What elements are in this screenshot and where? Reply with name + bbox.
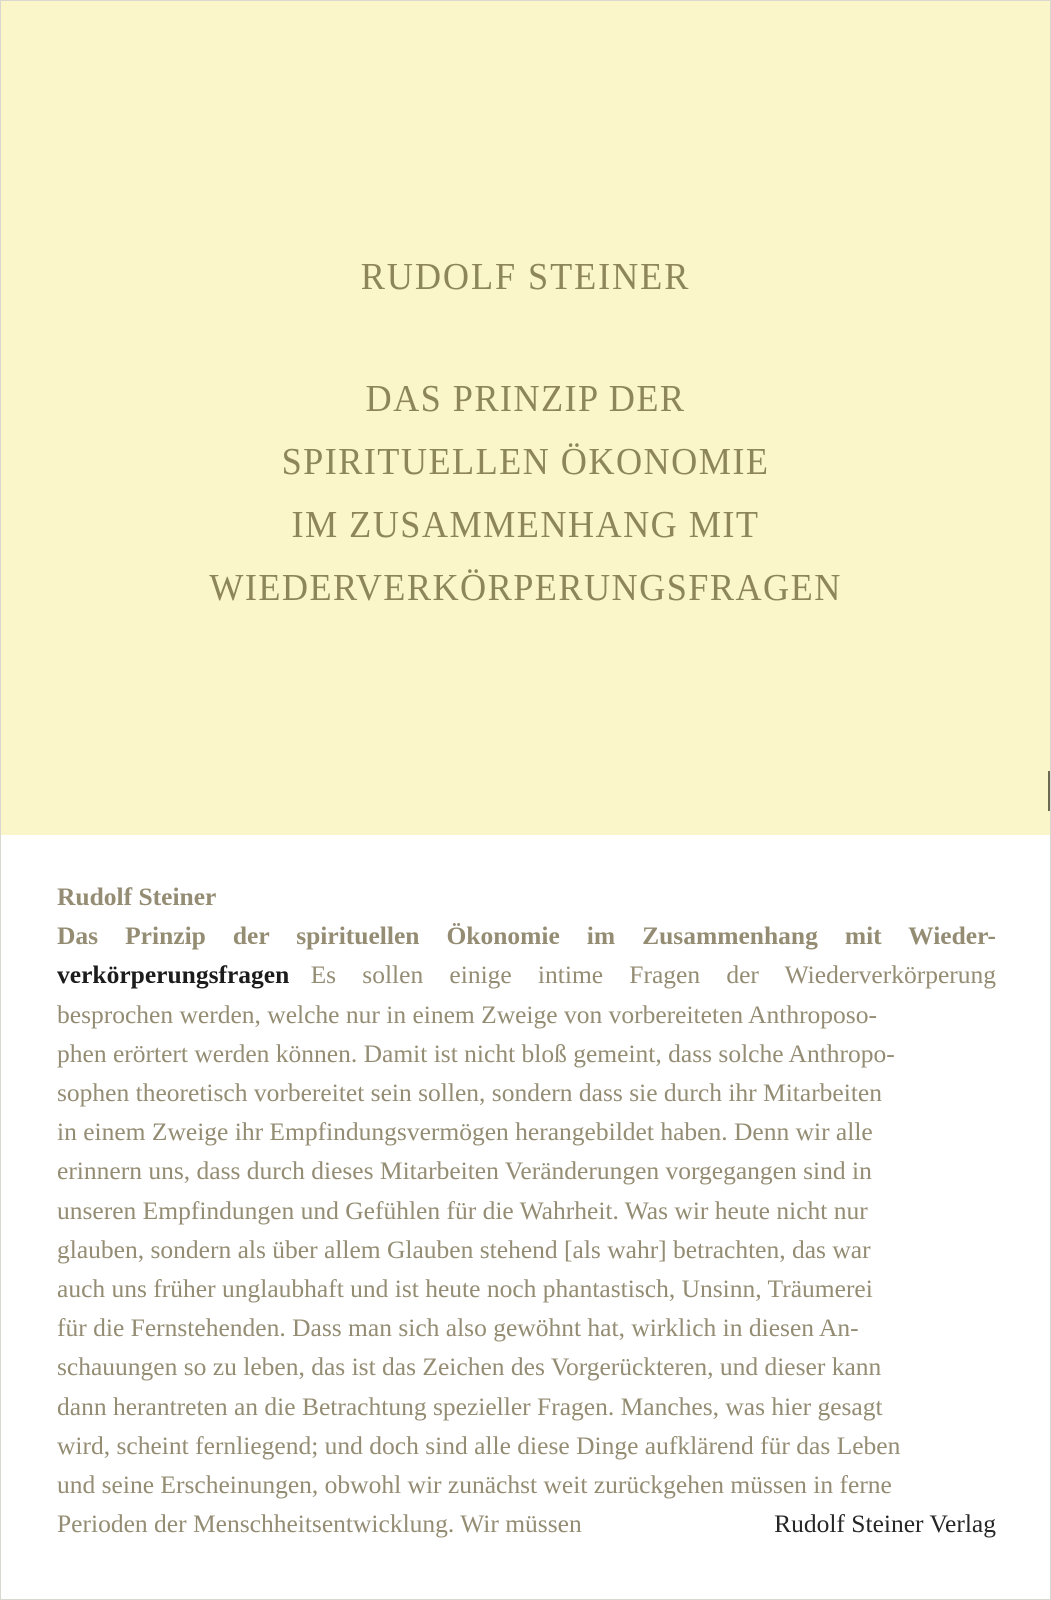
blurb-text-line: unseren Empfindungen und Gefühlen für die Wahrheit. Was wir heute nicht nur (57, 1195, 868, 1225)
blurb-last-line (57, 1504, 996, 1543)
blurb-text-line: dann herantreten an die Betrachtung spezieller Fragen. Manches, was hier gesagt (57, 1391, 883, 1421)
blurb-text-last: Perioden der Menschheitsentwicklung. Wir müssen (57, 1509, 582, 1539)
blurb-text-line: wird, scheint fernliegend; und doch sind alle diese Dinge aufklärend für das Leben (57, 1430, 901, 1460)
blurb-text-line: phen erörtert werden können. Damit ist nicht bloß gemeint, dass solche Anthropo- (57, 1038, 895, 1068)
blurb-text-line: glauben, sondern als über allem Glauben stehend [als wahr] betrachten, das war (57, 1234, 871, 1264)
blurb-text-line: auch uns früher unglaubhaft und ist heute noch phantastisch, Unsinn, Träumerei (57, 1274, 873, 1304)
blurb-section (57, 877, 996, 1543)
blurb-title-line (57, 916, 996, 955)
cover-author: RUDOLF STEINER (360, 256, 691, 298)
blurb-author: Rudolf Steiner (57, 882, 217, 911)
blurb-text-line: für die Fernstehenden. Dass man sich also gewöhnt hat, wirklich in diesen An- (57, 1313, 859, 1343)
cover-title-line: DAS PRINZIP DER (365, 378, 686, 420)
blurb-text-line: sophen theoretisch vorbereitet sein sollen, sondern dass sie durch ihr Mitarbeiten (57, 1078, 882, 1108)
blurb-text-line: erinnern uns, dass durch dieses Mitarbeiten Veränderungen vorgegangen sind in (57, 1156, 872, 1186)
cover-title-line: IM ZUSAMMENHANG MIT (291, 504, 760, 546)
blurb-text-line: besprochen werden, welche nur in einem Zweige von vorbereiteten Anthroposo- (57, 999, 877, 1029)
cover-title-panel (1, 1, 1050, 835)
spine-edge-mark (1048, 771, 1050, 811)
blurb-text-first: Es sollen einige intime Fragen der Wiederverkörperung (310, 960, 996, 990)
cover-title-line: SPIRITUELLEN ÖKONOMIE (281, 441, 770, 483)
cover-title-line: WIEDERVERKÖRPERUNGSFRAGEN (209, 567, 842, 609)
blurb-title-end: verkörperungsfragen (57, 960, 290, 990)
blurb-text-line (57, 955, 996, 994)
blurb-text-line: schauungen so zu leben, das ist das Zeichen des Vorgerückteren, und dieser kann (57, 1352, 882, 1382)
blurb-text-line: in einem Zweige ihr Empfindungsvermögen herangebildet haben. Denn wir alle (57, 1117, 873, 1147)
blurb-text-line: und seine Erscheinungen, obwohl wir zunächst weit zurückgehen müssen in ferne (57, 1470, 892, 1500)
blurb-title-text: Das Prinzip der spirituellen Ökonomie im Zusammenhang mit Wieder- (57, 921, 996, 951)
publisher-name: Rudolf Steiner Verlag (774, 1509, 996, 1539)
cover-title (1, 368, 1050, 620)
